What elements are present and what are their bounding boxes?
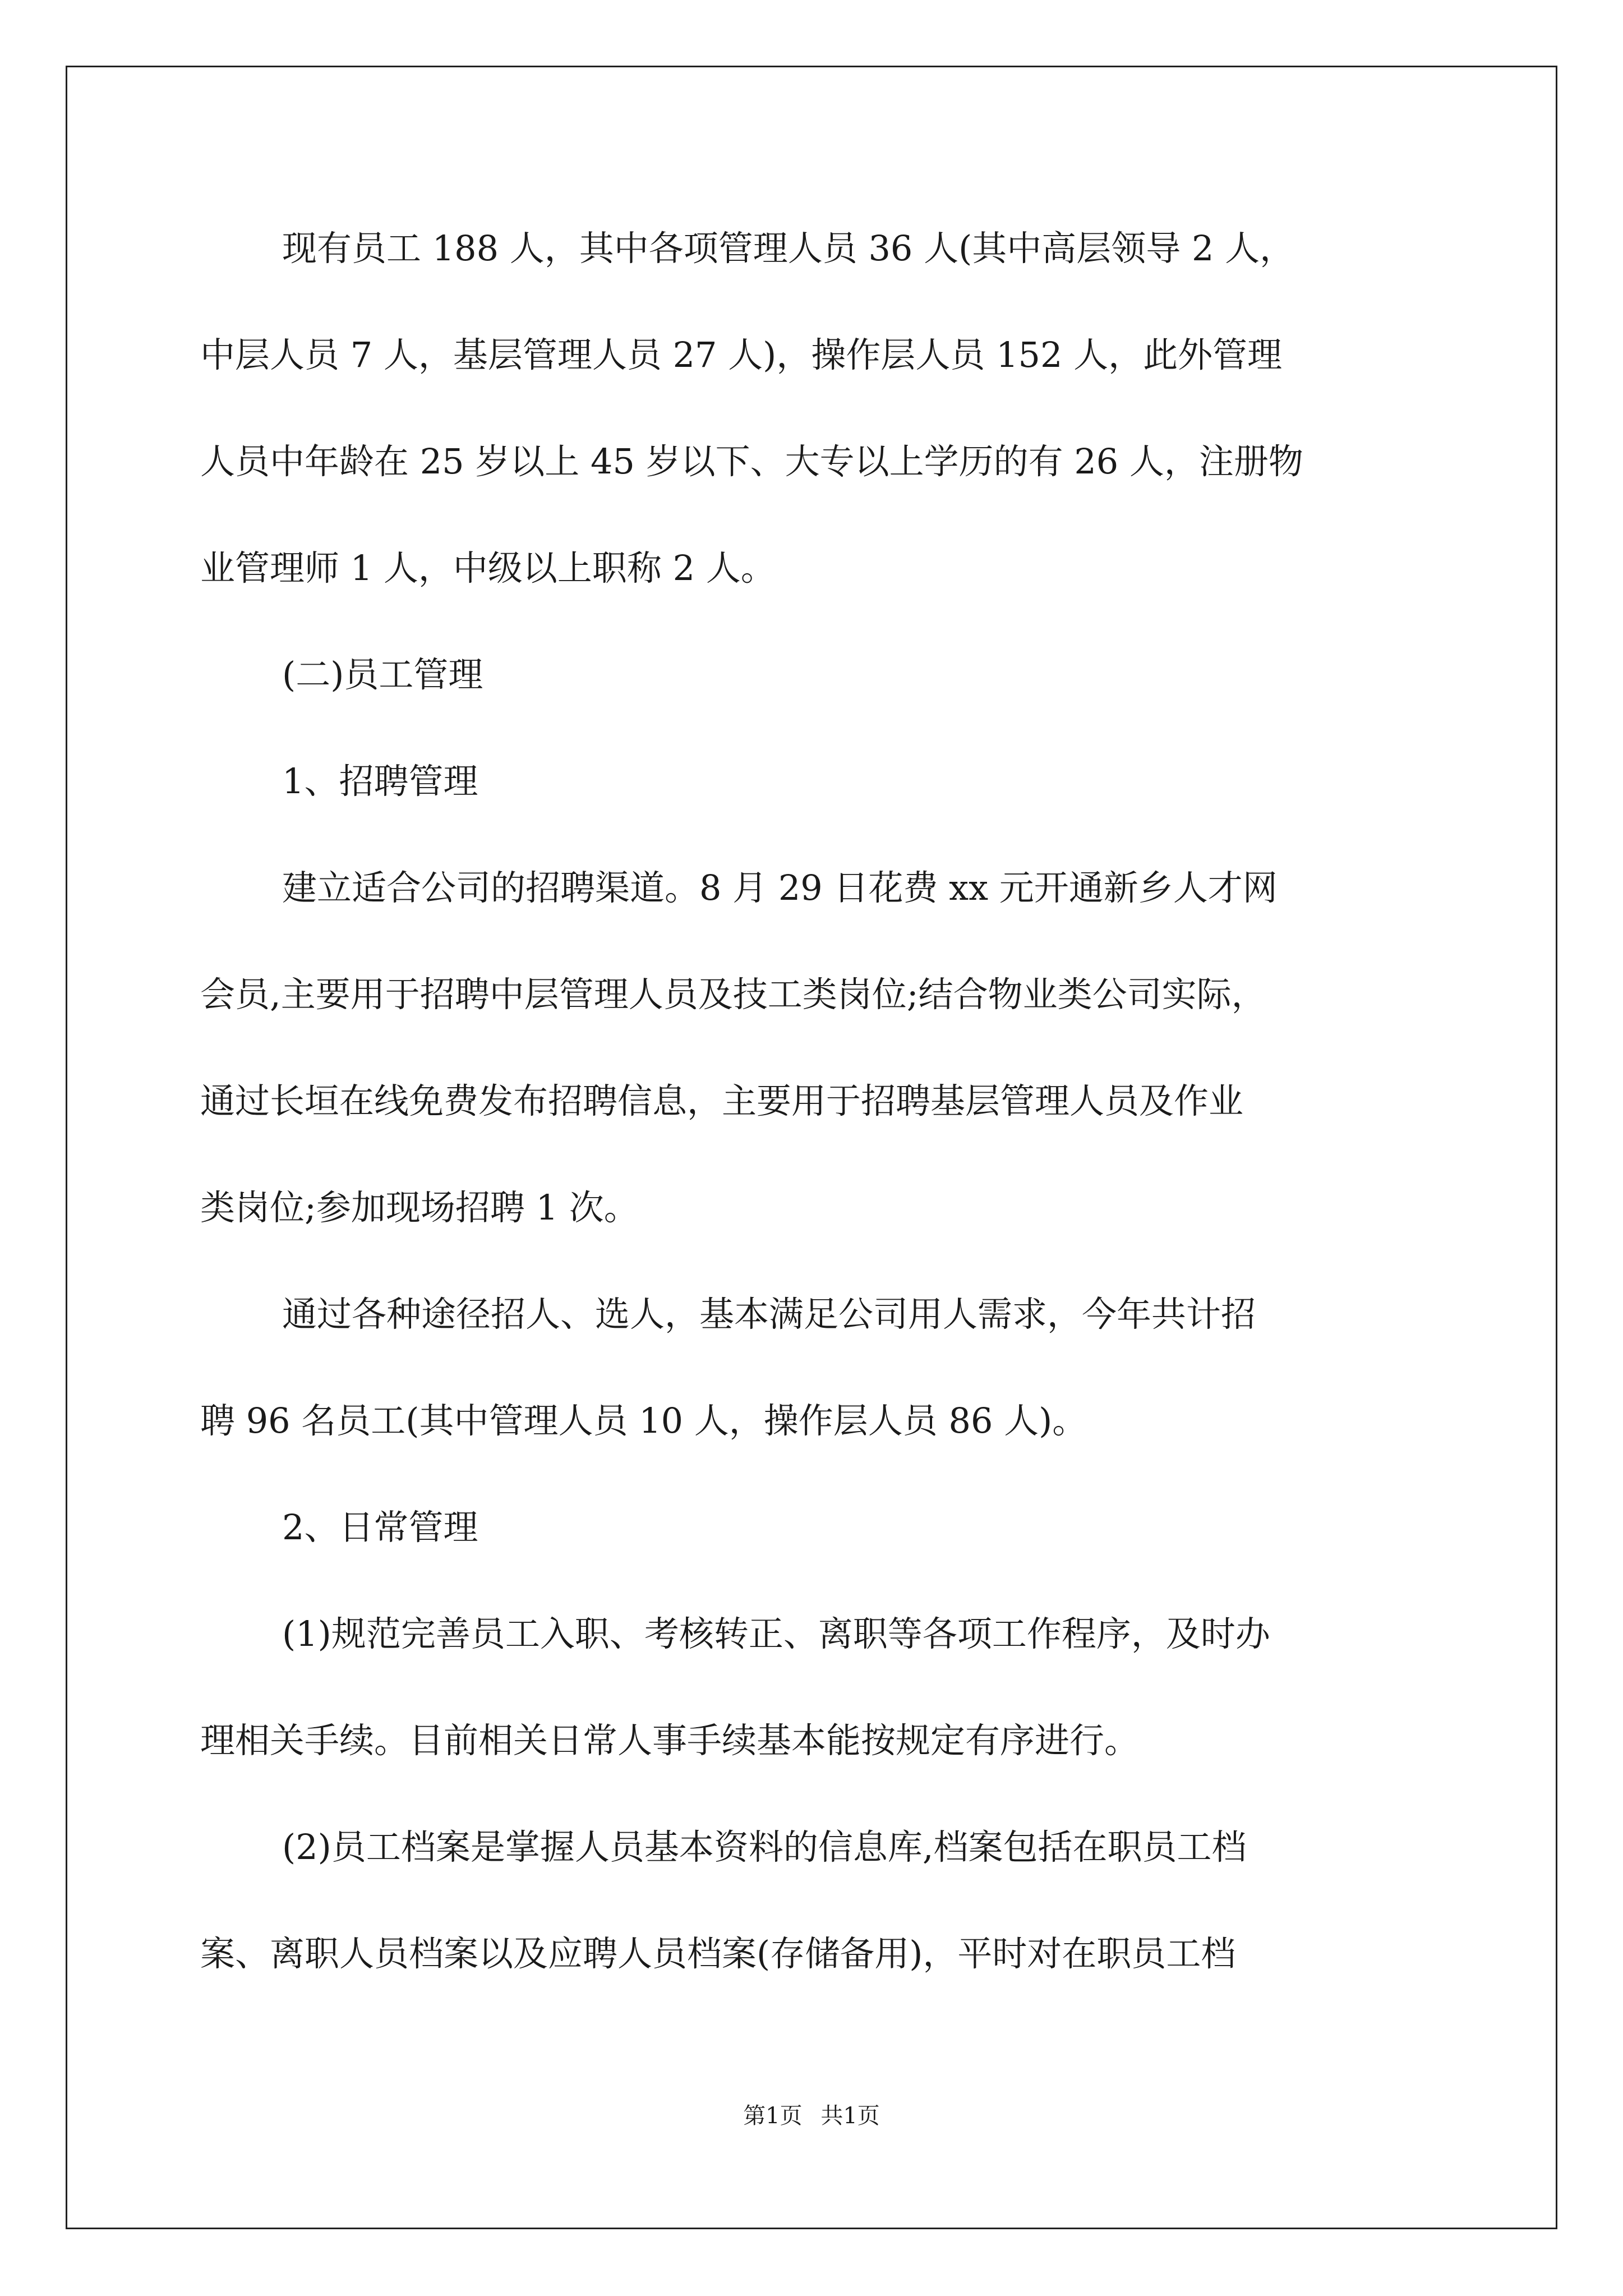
paragraph-line: 会员,主要用于招聘中层管理人员及技工类岗位;结合物业类公司实际，: [200, 974, 1266, 1015]
paragraph-line: 中层人员 7 人，基层管理人员 27 人)，操作层人员 152 人，此外管理: [200, 334, 1283, 375]
paragraph-line: 理相关手续。目前相关日常人事手续基本能按规定有序进行。: [200, 1720, 1140, 1761]
paragraph-line: 现有员工 188 人，其中各项管理人员 36 人(其中高层领导 2 人，: [282, 228, 1295, 269]
paragraph-line: 业管理师 1 人，中级以上职称 2 人。: [200, 547, 776, 588]
page-footer: [0, 2098, 1623, 2130]
subsection-heading: 1、招聘管理: [282, 761, 478, 802]
paragraph-line: 建立适合公司的招聘渠道。8 月 29 日花费 xx 元开通新乡人才网: [282, 867, 1278, 908]
paragraph-line: 类岗位;参加现场招聘 1 次。: [200, 1187, 639, 1228]
page-total: 共1页: [820, 2103, 880, 2129]
paragraph-line: (1)规范完善员工入职、考核转正、离职等各项工作程序，及时办: [282, 1613, 1270, 1654]
page-border: [66, 66, 1557, 2229]
paragraph-line: 通过长垣在线免费发布招聘信息，主要用于招聘基层管理人员及作业: [200, 1080, 1244, 1121]
paragraph-line: 聘 96 名员工(其中管理人员 10 人，操作层人员 86 人)。: [200, 1400, 1087, 1441]
paragraph-line: (2)员工档案是掌握人员基本资料的信息库,档案包括在职员工档: [282, 1826, 1247, 1867]
subsection-heading: 2、日常管理: [282, 1507, 478, 1548]
section-heading: (二)员工管理: [282, 654, 483, 695]
paragraph-line: 通过各种途径招人、选人，基本满足公司用人需求，今年共计招: [282, 1294, 1256, 1335]
paragraph-line: 案、离职人员档案以及应聘人员档案(存储备用)，平时对在职员工档: [200, 1933, 1236, 1974]
page-number: 第1页: [743, 2103, 803, 2129]
paragraph-line: 人员中年龄在 25 岁以上 45 岁以下、大专以上学历的有 26 人，注册物: [200, 441, 1303, 482]
